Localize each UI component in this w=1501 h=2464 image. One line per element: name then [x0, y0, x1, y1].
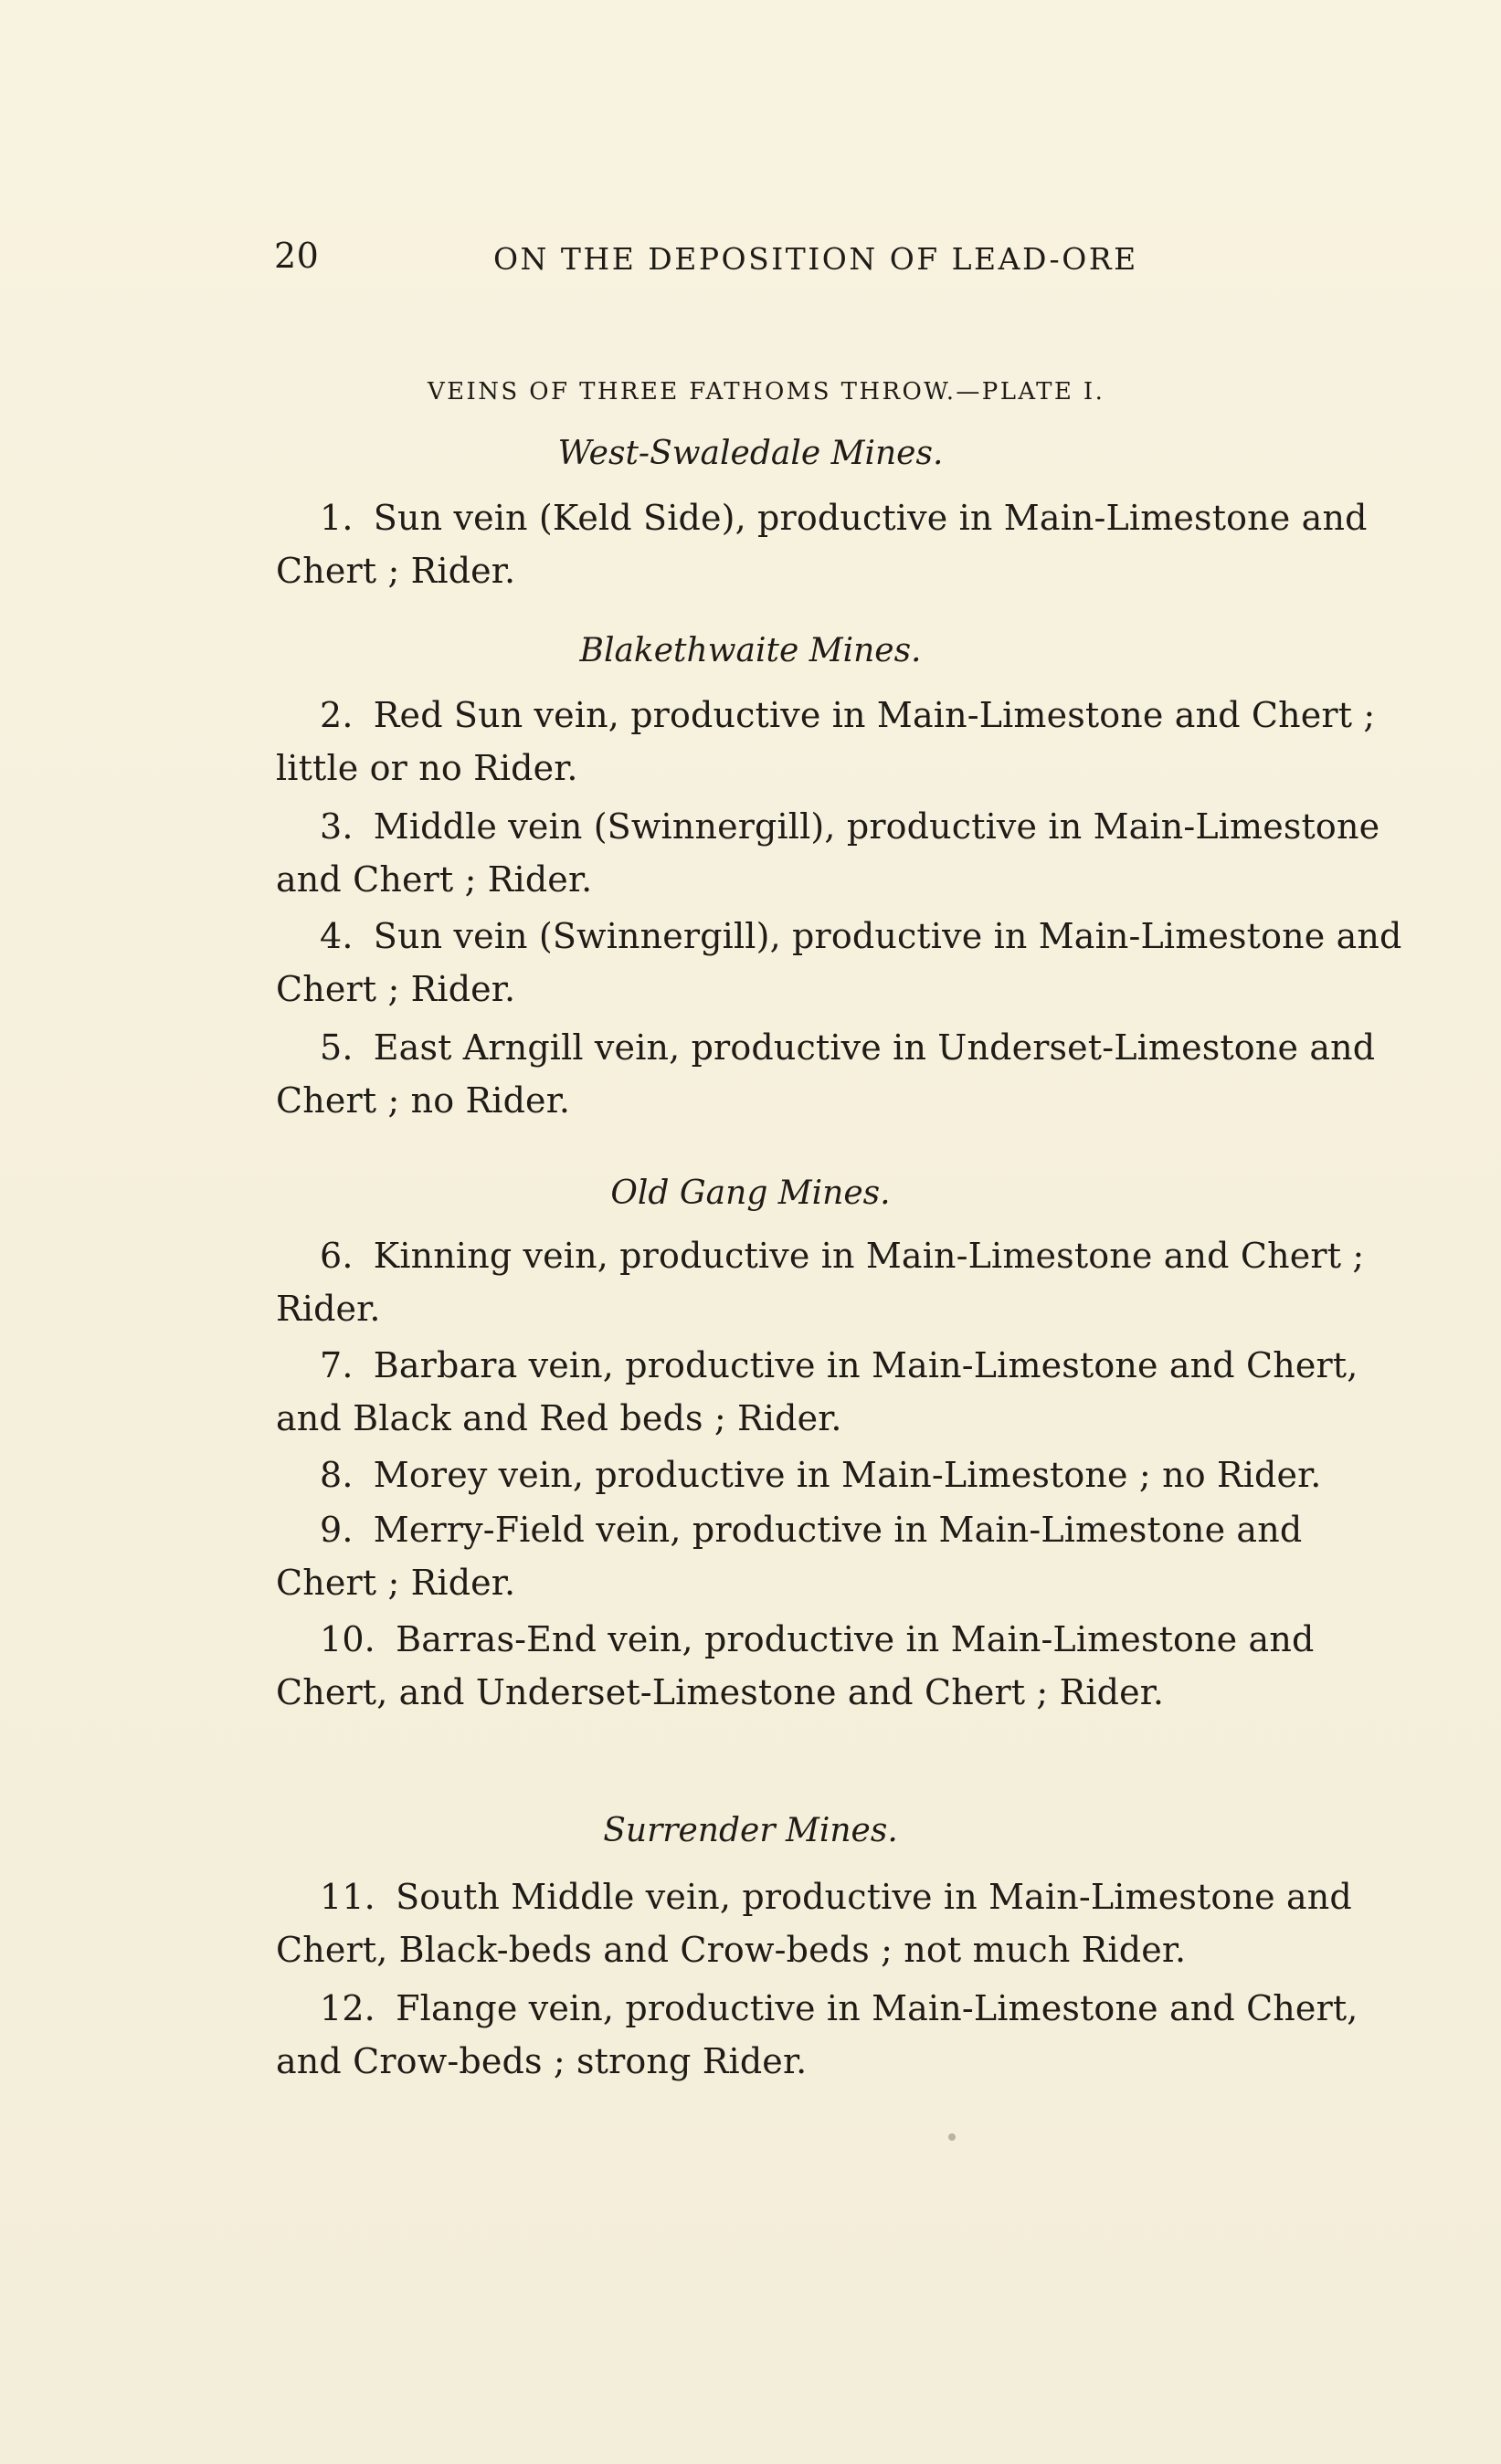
entry-2-text-1: Red Sun vein, productive in Main-Limestone and Chert ;: [373, 695, 1376, 735]
entry-2: [276, 689, 1376, 795]
group-heading-blakethwaite: Blakethwaite Mines.: [579, 632, 922, 669]
entry-5-text-1: East Arngill vein, productive in Underset-Limestone and: [373, 1027, 1376, 1068]
entry-4-text-1: Sun vein (Swinnergill), productive in Main-Limestone and: [373, 916, 1402, 956]
entry-7-text-1: Barbara vein, productive in Main-Limestone and Chert,: [373, 1345, 1358, 1385]
entry-4-number: 4.: [320, 916, 354, 956]
entry-11-text-1: South Middle vein, productive in Main-Limestone and: [396, 1877, 1352, 1917]
entry-3-text-1: Middle vein (Swinnergill), productive in Main-Limestone: [373, 806, 1380, 847]
running-title: ON THE DEPOSITION OF LEAD-ORE: [493, 241, 1138, 277]
entry-7-line-1: [276, 1339, 1358, 1392]
entry-7-number: 7.: [320, 1345, 354, 1385]
entry-1-text-1: Sun vein (Keld Side), productive in Main-Limestone and: [373, 498, 1368, 538]
entry-1-number: 1.: [320, 498, 354, 538]
entry-8-line-1: [276, 1448, 1352, 1501]
entry-9-number: 9.: [320, 1510, 354, 1550]
entry-12-number: 12.: [320, 1988, 375, 2028]
group-heading-west-swaledale: West-Swaledale Mines.: [557, 435, 944, 472]
page-number: 20: [274, 236, 320, 276]
entry-1: [276, 491, 1368, 597]
group-heading-surrender: Surrender Mines.: [603, 1812, 898, 1849]
entry-4: [276, 910, 1402, 1016]
section-title: VEINS OF THREE FATHOMS THROW.—PLATE I.: [428, 378, 1105, 405]
entry-11-line-2: Chert, Black-beds and Crow-beds ; not much Rider.: [276, 1930, 1187, 1970]
entry-5-line-1: [276, 1021, 1376, 1074]
entry-12: [276, 1982, 1358, 2088]
entry-6-number: 6.: [320, 1236, 354, 1276]
entry-10-line-2: Chert, and Underset-Limestone and Chert ; Rider.: [276, 1672, 1165, 1712]
entry-4-line-2: Chert ; Rider.: [276, 969, 516, 1009]
entry-6-line-1: [276, 1229, 1365, 1282]
entry-3-line-2: and Chert ; Rider.: [276, 859, 593, 900]
entry-10: [276, 1613, 1352, 1719]
entry-3: [276, 800, 1380, 906]
entry-10-text-1: Barras-End vein, productive in Main-Limestone and: [396, 1619, 1315, 1659]
entry-12-line-2: and Crow-beds ; strong Rider.: [276, 2041, 808, 2081]
entry-12-line-1: [276, 1982, 1358, 2035]
entry-7: [276, 1339, 1358, 1445]
entry-10-number: 10.: [320, 1619, 375, 1659]
page-header: [274, 236, 1151, 290]
group-heading-old-gang: Old Gang Mines.: [610, 1174, 891, 1212]
entry-10-line-1: [276, 1613, 1352, 1666]
entry-11-line-1: [276, 1870, 1352, 1923]
entry-9: [276, 1503, 1352, 1609]
entry-1-line-2: Chert ; Rider.: [276, 551, 516, 591]
entry-8: [276, 1448, 1352, 1501]
entry-5: [276, 1021, 1376, 1127]
entry-7-line-2: and Black and Red beds ; Rider.: [276, 1398, 842, 1438]
entry-12-text-1: Flange vein, productive in Main-Limestone and Chert,: [396, 1988, 1358, 2028]
entry-5-line-2: Chert ; no Rider.: [276, 1080, 571, 1121]
entry-5-number: 5.: [320, 1027, 354, 1068]
entry-3-line-1: [276, 800, 1380, 853]
entry-1-line-1: [276, 491, 1368, 544]
entry-8-text-1: Morey vein, productive in Main-Limestone ; no Rider.: [373, 1455, 1322, 1495]
entry-9-line-1: [276, 1503, 1352, 1556]
ink-speck: [948, 2133, 956, 2141]
entry-2-line-2: little or no Rider.: [276, 748, 578, 788]
entry-2-line-1: [276, 689, 1376, 742]
entry-6-line-2: Rider.: [276, 1289, 381, 1329]
entry-8-number: 8.: [320, 1455, 354, 1495]
entry-3-number: 3.: [320, 806, 354, 847]
entry-9-line-2: Chert ; Rider.: [276, 1563, 516, 1603]
entry-4-line-1: [276, 910, 1402, 963]
entry-11-number: 11.: [320, 1877, 375, 1917]
entry-2-number: 2.: [320, 695, 354, 735]
entry-9-text-1: Merry-Field vein, productive in Main-Limestone and: [373, 1510, 1303, 1550]
entry-6-text-1: Kinning vein, productive in Main-Limestone and Chert ;: [373, 1236, 1365, 1276]
entry-6: [276, 1229, 1365, 1335]
entry-11: [276, 1870, 1352, 1976]
